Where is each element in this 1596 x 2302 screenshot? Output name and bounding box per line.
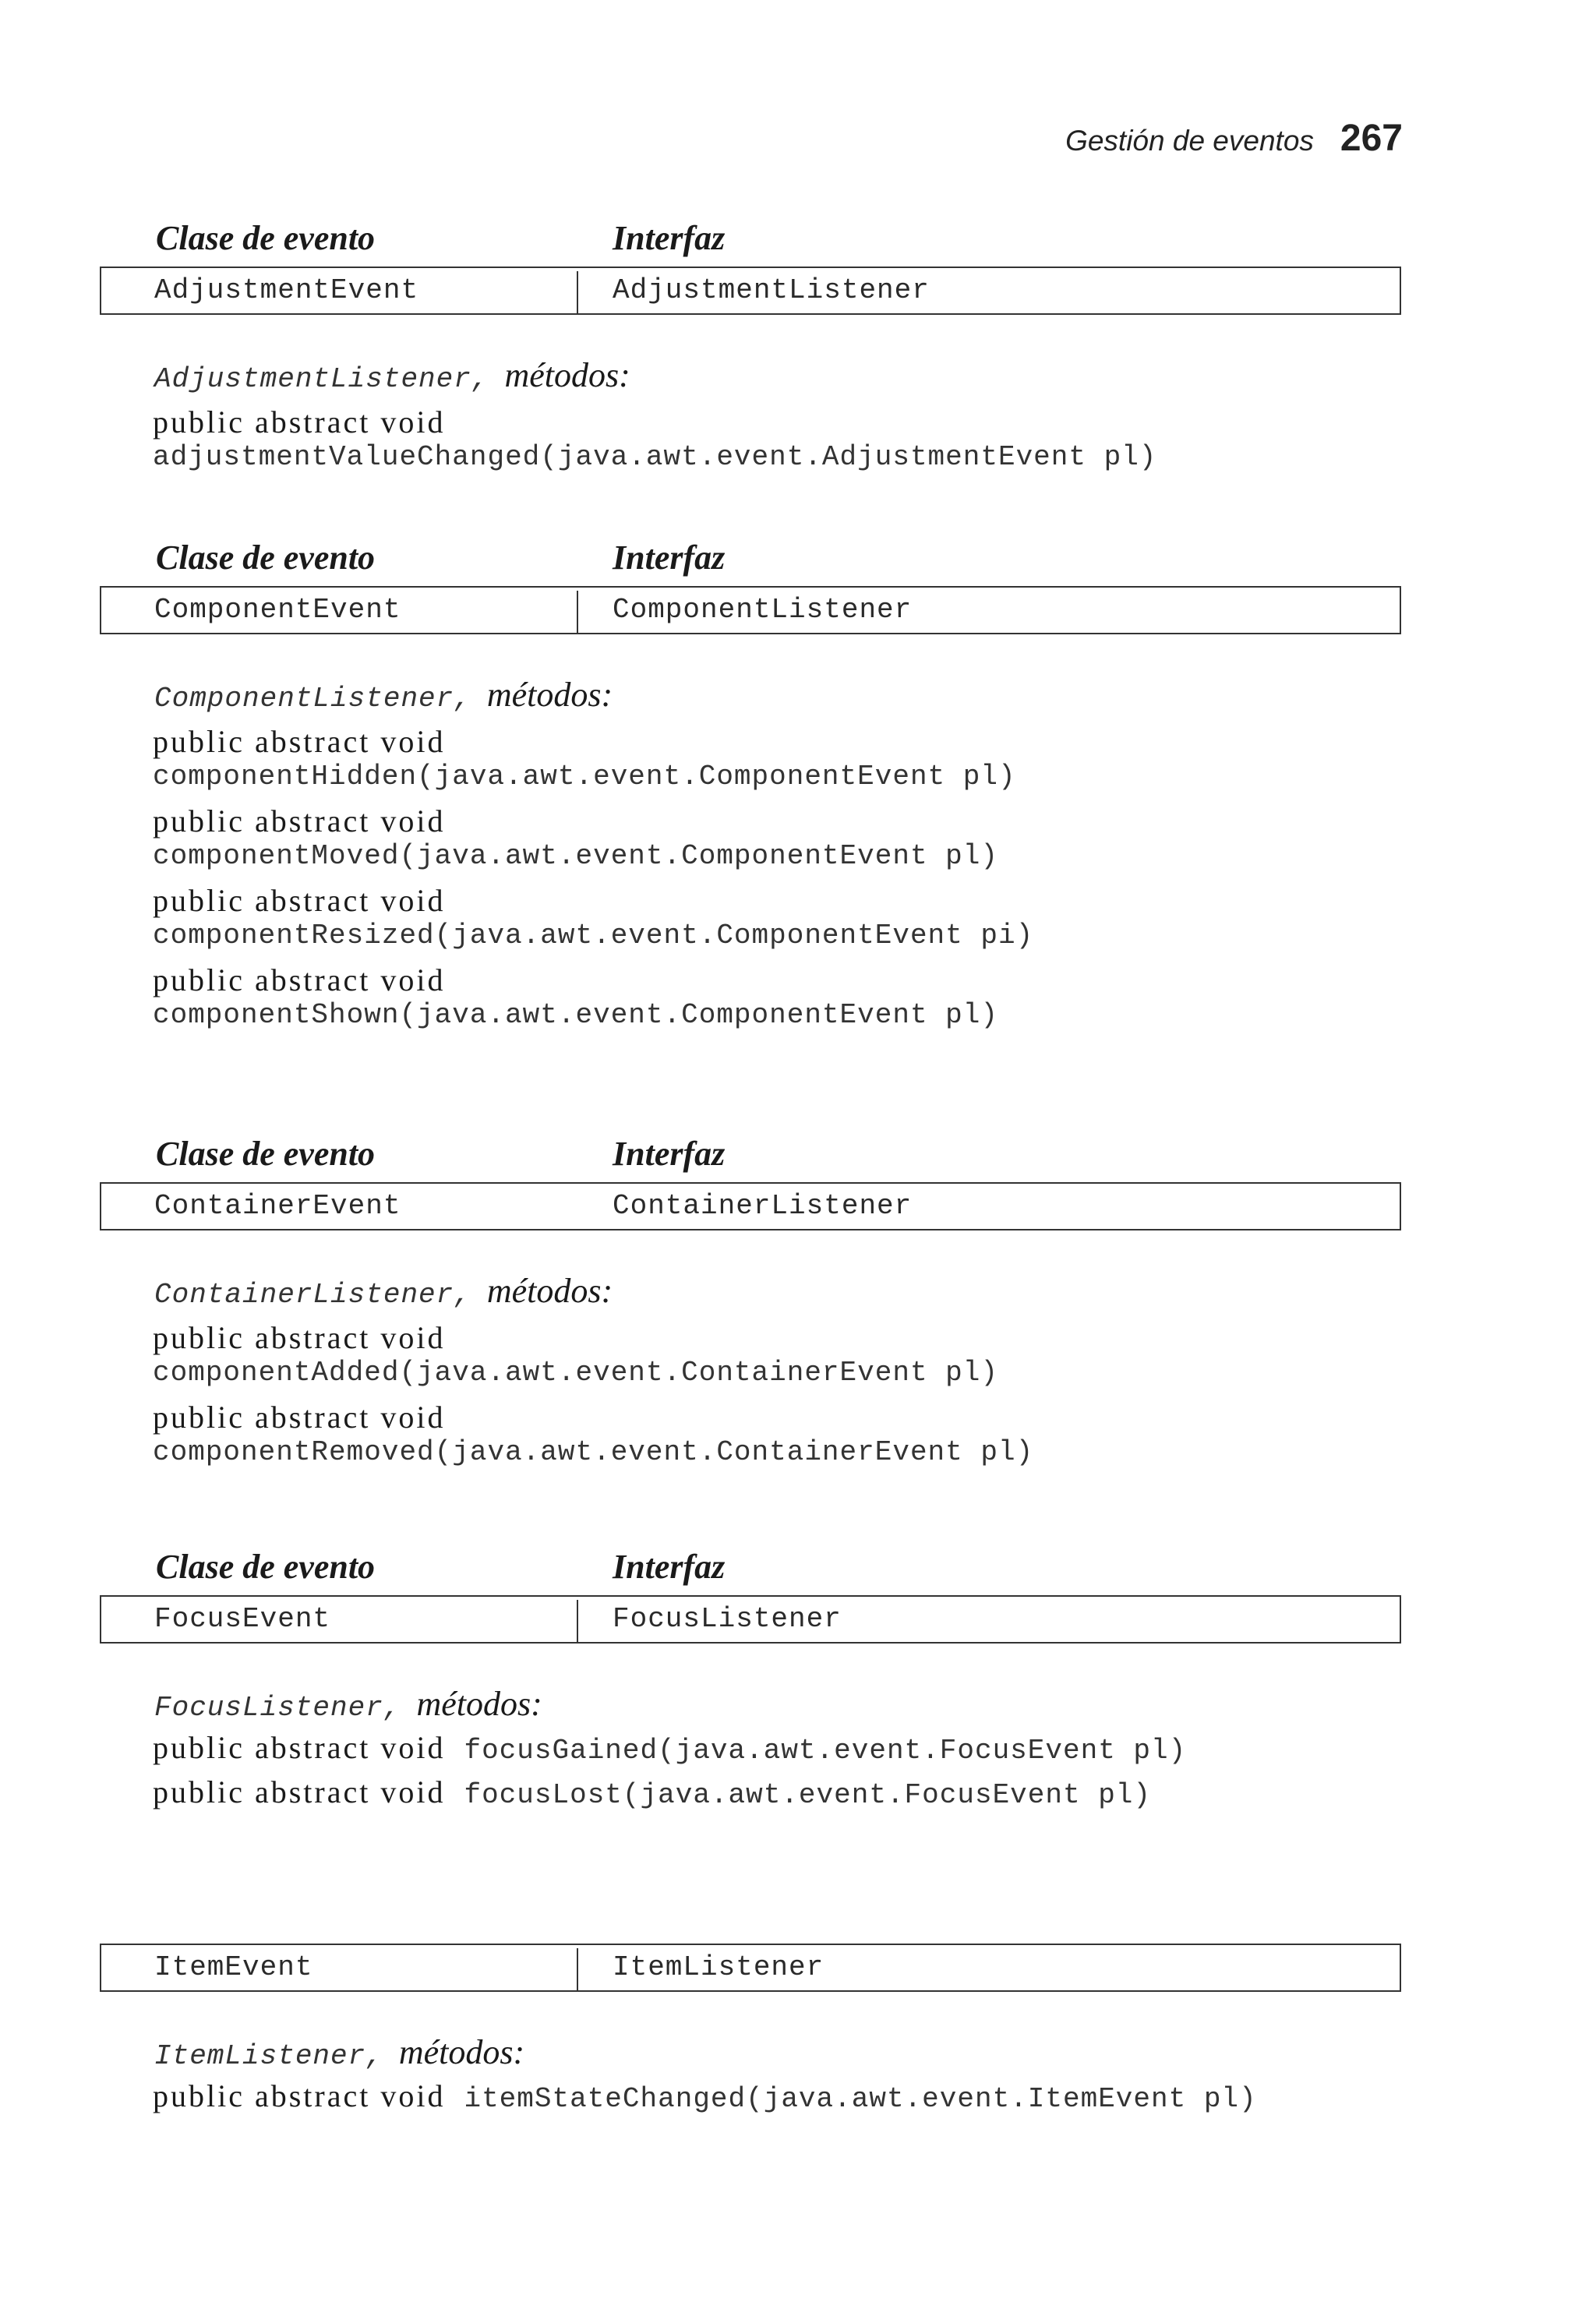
event-class-cell: ItemEvent	[154, 1951, 313, 1983]
method-call: componentAdded(java.awt.event.ContainerEvent pl)	[153, 1357, 998, 1389]
chapter-title: Gestión de eventos	[1065, 125, 1314, 157]
methods-label: métodos:	[398, 2033, 525, 2071]
method-entry	[153, 803, 1401, 874]
section-item	[100, 1895, 1401, 2117]
heading-interface: Interfaz	[613, 1548, 726, 1586]
methods-heading	[154, 2032, 1401, 2072]
method-entry	[153, 404, 1401, 475]
method-call: componentRemoved(java.awt.event.ContainerEvent pl)	[153, 1436, 1034, 1468]
section-component	[100, 538, 1401, 1033]
table-divider	[577, 271, 578, 313]
listener-cell: AdjustmentListener	[613, 274, 930, 306]
methods-heading	[154, 1271, 1401, 1311]
table-divider	[577, 1600, 578, 1642]
method-call: focusLost(java.awt.event.FocusEvent pl)	[464, 1779, 1152, 1811]
method-signature: public abstract void	[153, 1774, 446, 1809]
methods-heading	[154, 675, 1401, 715]
table-divider	[577, 591, 578, 633]
listener-cell: FocusListener	[613, 1603, 842, 1635]
event-class-cell: FocusEvent	[154, 1603, 331, 1635]
event-class-cell: ComponentEvent	[154, 594, 401, 626]
listener-cell: ContainerListener	[613, 1190, 913, 1222]
section-adjustment	[100, 218, 1401, 475]
method-signature: public abstract void	[153, 1320, 446, 1355]
event-table	[100, 267, 1401, 315]
method-entry	[153, 724, 1401, 794]
methods-heading	[154, 355, 1401, 395]
event-table	[100, 1182, 1401, 1230]
heading-event-class: Clase de evento	[156, 1548, 376, 1586]
event-table	[100, 586, 1401, 634]
method-call: componentResized(java.awt.event.ComponentEvent pi)	[153, 920, 1034, 952]
section-focus	[100, 1547, 1401, 1813]
column-headings	[100, 218, 1401, 265]
method-call: componentShown(java.awt.event.ComponentEvent pl)	[153, 999, 998, 1031]
method-signature: public abstract void	[153, 883, 446, 918]
method-signature: public abstract void	[153, 1400, 446, 1435]
methods-label: métodos:	[486, 1272, 613, 1310]
method-entry	[153, 1774, 1401, 1813]
heading-event-class: Clase de evento	[156, 538, 376, 577]
method-signature: public abstract void	[153, 1730, 446, 1765]
method-call: itemStateChanged(java.awt.event.ItemEvent pl)	[464, 2083, 1257, 2115]
listener-cell: ItemListener	[613, 1951, 824, 1983]
method-signature: public abstract void	[153, 803, 446, 839]
method-entry	[153, 1400, 1401, 1470]
methods-heading	[154, 1684, 1401, 1724]
methods-interface-name: ItemListener,	[154, 2040, 383, 2072]
column-headings	[100, 1134, 1401, 1181]
method-call: componentHidden(java.awt.event.ComponentEvent pl)	[153, 761, 1016, 793]
event-class-cell: ContainerEvent	[154, 1190, 401, 1222]
method-call: componentMoved(java.awt.event.ComponentEvent pl)	[153, 840, 998, 872]
method-entry	[153, 962, 1401, 1033]
method-signature: public abstract void	[153, 2078, 446, 2113]
column-headings	[100, 1547, 1401, 1594]
method-entry	[153, 2078, 1401, 2117]
heading-interface: Interfaz	[613, 538, 726, 577]
event-class-cell: AdjustmentEvent	[154, 274, 419, 306]
page-number: 267	[1340, 118, 1403, 159]
methods-interface-name: AdjustmentListener,	[154, 363, 489, 395]
method-signature: public abstract void	[153, 962, 446, 997]
event-table	[100, 1595, 1401, 1644]
section-container	[100, 1134, 1401, 1470]
method-signature: public abstract void	[153, 404, 446, 440]
methods-label: métodos:	[504, 356, 630, 394]
heading-interface: Interfaz	[613, 1135, 726, 1173]
listener-cell: ComponentListener	[613, 594, 913, 626]
heading-event-class: Clase de evento	[156, 1135, 376, 1173]
event-table	[100, 1944, 1401, 1992]
table-divider	[577, 1948, 578, 1990]
method-entry	[153, 1320, 1401, 1390]
running-header	[1065, 117, 1403, 160]
methods-interface-name: FocusListener,	[154, 1692, 401, 1724]
methods-interface-name: ContainerListener,	[154, 1279, 471, 1311]
methods-interface-name: ComponentListener,	[154, 683, 471, 715]
method-signature: public abstract void	[153, 724, 446, 759]
methods-label: métodos:	[486, 676, 613, 714]
method-entry	[153, 1730, 1401, 1768]
method-call: focusGained(java.awt.event.FocusEvent pl)	[464, 1735, 1187, 1767]
heading-interface: Interfaz	[613, 219, 726, 257]
method-call: adjustmentValueChanged(java.awt.event.AdjustmentEvent pl)	[153, 441, 1157, 473]
column-headings	[100, 538, 1401, 584]
methods-label: métodos:	[416, 1685, 542, 1723]
heading-event-class: Clase de evento	[156, 219, 376, 257]
column-headings-empty	[100, 1895, 1401, 1942]
method-entry	[153, 883, 1401, 953]
